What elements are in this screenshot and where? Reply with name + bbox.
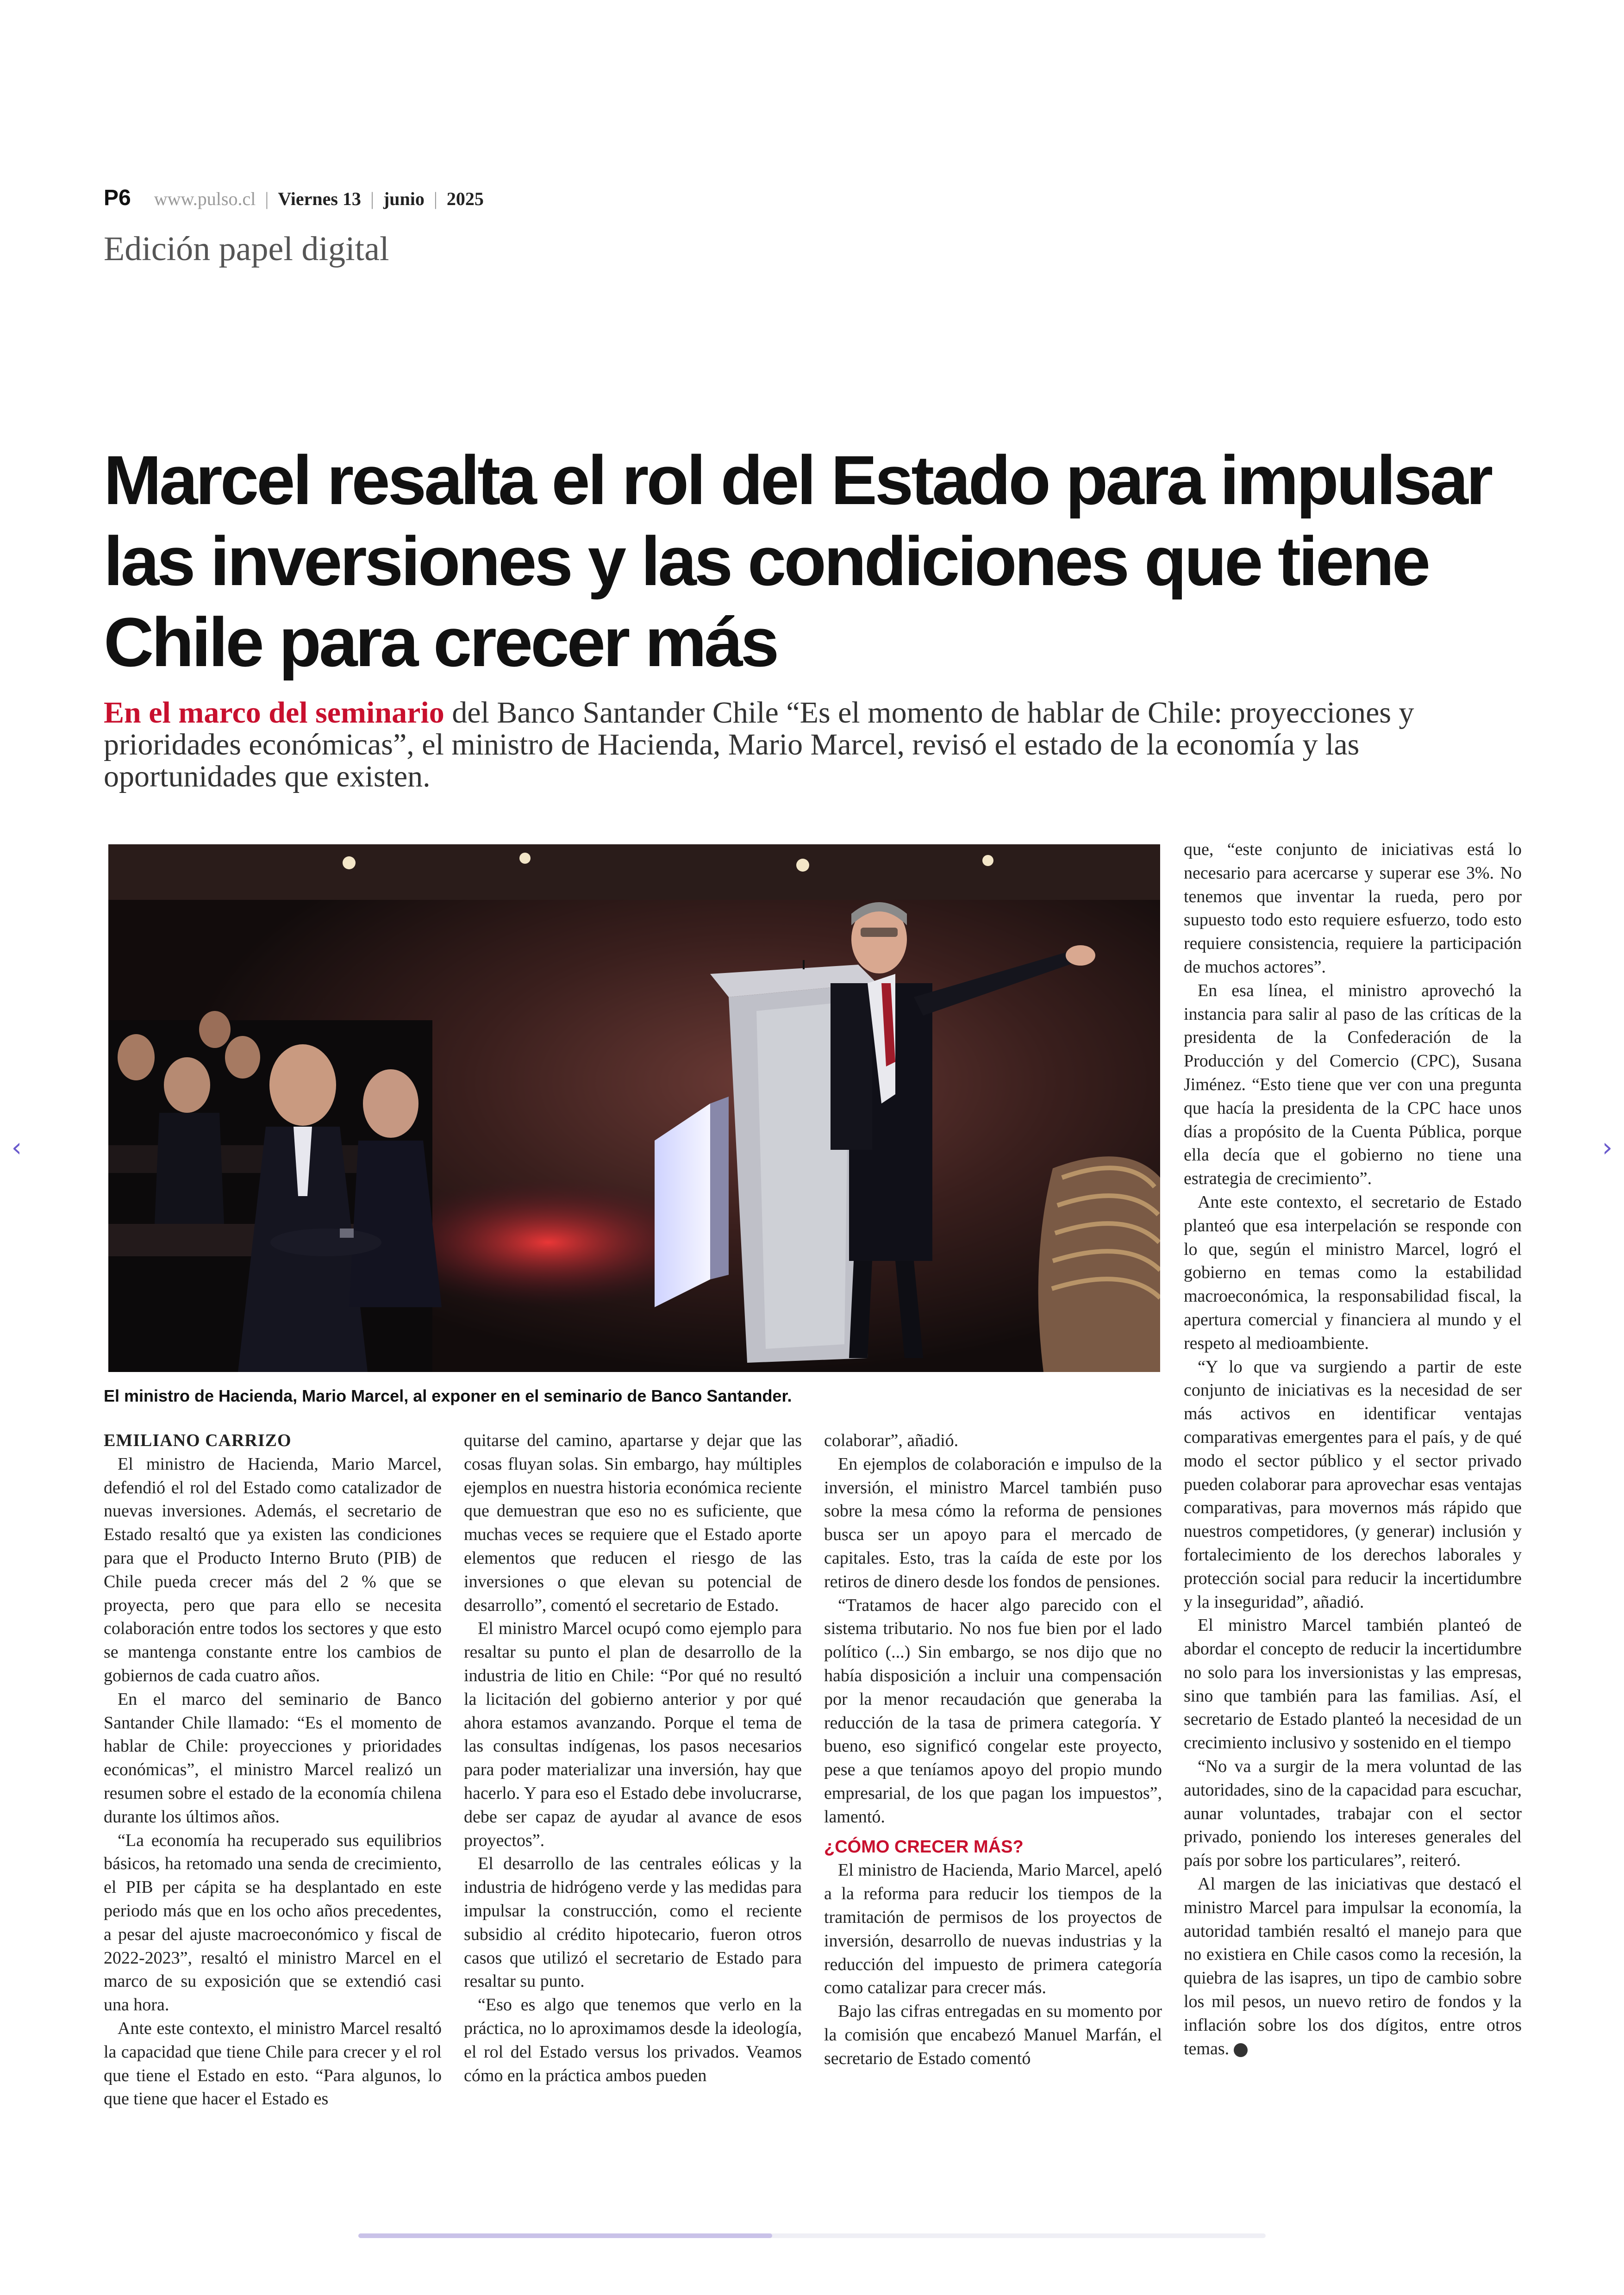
paragraph: El ministro de Hacienda, Mario Marcel, defendió el rol del Estado como catalizador de nuevas inversiones. Además, el secretario de Estado resaltó que ya existen las condiciones para que el Producto Interno Bruto (PIB) de Chile pueda crecer más del 2 % que se proyecta, pero que para ello se necesita colaboración entre todos los sectores y que esto se mantenga constante entre los cambios de gobiernos de cada cuatro años.: [104, 1454, 442, 1685]
paragraph: colaborar”, añadió.: [824, 1431, 959, 1450]
paragraph: que, “este conjunto de iniciativas está lo necesario para acercarse y superar ese 3%. No tenemos que inventar la rueda, pero por supuesto todo esto requiere esfuerzo, todo esto requiere consistencia, requiere la participación de muchos actores”.: [1184, 840, 1522, 977]
paragraph: “No va a surgir de la mera voluntad de las autoridades, sino de la capacidad para escuchar, aunar voluntades, trabajar con el sector privado, poniendo los intereses generales del país por sobre los particulares”, reiteró.: [1184, 1757, 1522, 1871]
paragraph-last: [1184, 1872, 1522, 2060]
headline: Marcel resalta el rol del Estado para impulsar las inversiones y las condiciones que tiene Chile para crecer más: [104, 441, 1491, 681]
paragraph: Bajo las cifras entregadas en su momento por la comisión que encabezó Manuel Marfán, el secretario de Estado comentó: [824, 2002, 1162, 2068]
paragraph: El ministro Marcel ocupó como ejemplo para resaltar su punto el plan de desarrollo de la industria de litio en Chile: “Por qué no resultó la licitación del gobierno anterior y por qué ahora estamos avanzando. Porque el tema de las consultas indígenas, los pasos necesarios para poder materializar una inversión, hay que hacerlo. Y para eso el Estado debe involucrarse, debe ser capaz de ayudar al avance de esos proyectos”.: [464, 1619, 802, 1850]
paragraph: “La economía ha recuperado sus equilibrios básicos, ha retomado una senda de crecimiento, el PIB per cápita se ha desplantado en este periodo más que en los ocho años precedentes, a pesar del ajuste macroeconómico y fiscal de 2022-2023”, resaltó el ministro Marcel en el marco de su exposición que se extendió casi una hora.: [104, 1830, 442, 2015]
deck: [104, 697, 1493, 792]
date-day: Viernes 13: [278, 188, 361, 209]
separator: |: [370, 188, 374, 209]
paragraph: En el marco del seminario de Banco Santander Chile llamado: “Es el momento de hablar de Chile: proyecciones y prioridades económicas”, el ministro Marcel realizó un resumen sobre el estado de la economía chilena durante los últimos años.: [104, 1689, 442, 1827]
edition-label: Edición papel digital: [104, 230, 389, 268]
paragraph: El ministro Marcel también planteó de abordar el concepto de reducir la incertidumbre no solo para los inversionistas y las empresas, sino que también para las familias. Así, el secretario de Estado planteó la necesidad de un crecimiento inclusivo y sostenido en el tiempo: [1184, 1615, 1522, 1753]
separator: |: [433, 188, 437, 209]
page-header: [104, 185, 484, 211]
article-column-4: [1184, 838, 1522, 2060]
paragraph: “Tratamos de hacer algo parecido con el sistema tributario. No nos fue bien por el lado político (...) Sin embargo, se nos dijo que no había disposición a incluir una compensación por la menor recaudación que generaba la reducción de la tasa de primera categoría. Y bueno, eso significó congelar este proyecto, pese a que teníamos apoyo del propio mundo empresarial, de los que pagan los impuestos”, lamentó.: [824, 1595, 1162, 1827]
end-mark-icon: [1234, 2043, 1248, 2057]
photo-illustration: [108, 844, 1160, 1372]
date-month: junio: [383, 188, 425, 209]
scrollbar-thumb[interactable]: [358, 2233, 772, 2238]
page-number: P6: [104, 186, 131, 210]
paragraph: El desarrollo de las centrales eólicas y la industria de hidrógeno verde y las medidas para impulsar la construcción, como el reciente subsidio al crédito hipotecario, fueron otros casos que utilizó el secretario de Estado para resaltar su punto.: [464, 1854, 802, 1991]
deck-text: del Banco Santander Chile “Es el momento de hablar de Chile: proyecciones y prioridades económicas”, el ministro de Hacienda, Mario Marcel, revisó el estado de la economía y las oportunidades que existen.: [104, 696, 1414, 793]
separator: |: [265, 188, 269, 209]
paragraph: Ante este contexto, el secretario de Estado planteó que esa interpelación se responde con lo que, según el ministro Marcel, logró el gobierno en temas como la estabilidad macroeconómica, la responsabilidad fiscal, la apertura comercial y financiera al mundo y el respeto al medioambiente.: [1184, 1192, 1522, 1353]
article-photo: [108, 844, 1160, 1372]
paragraph: Ante este contexto, el ministro Marcel resaltó la capacidad que tiene Chile para crecer y el rol que tiene el Estado en esto. “Para algunos, lo que tiene que hacer el Estado es: [104, 2018, 442, 2109]
article-column-3: [824, 1429, 1162, 2070]
photo-caption: El ministro de Hacienda, Mario Marcel, al exponer en el seminario de Banco Santander.: [104, 1386, 792, 1405]
article-column-1: [104, 1429, 442, 2111]
next-page-chevron-right-icon[interactable]: ›: [1602, 1133, 1613, 1163]
paragraph: quitarse del camino, apartarse y dejar que las cosas fluyan solas. Sin embargo, hay múltiples ejemplos en nuestra historia económica reciente que demuestran que eso no es suficiente, que muchas veces se requiere que el Estado aporte elementos que reducen el riesgo de las inversiones o que elevan su potencial de desarrollo”, comentó el secretario de Estado.: [464, 1431, 802, 1615]
paragraph: “Eso es algo que tenemos que verlo en la práctica, no lo aproximamos desde la ideología, el rol del Estado versus los privados. Veamos cómo en la práctica ambos pueden: [464, 1995, 802, 2085]
paragraph: El ministro de Hacienda, Mario Marcel, apeló a la reforma para reducir los tiempos de la tramitación de permisos de los proyectos de inversión, desarrollo de nuevas industrias y la reducción del impuesto de primera categoría como catalizar para crecer más.: [824, 1860, 1162, 1998]
date-year: 2025: [446, 188, 484, 209]
previous-page-chevron-left-icon[interactable]: ‹: [11, 1133, 22, 1163]
article-column-2: [464, 1429, 802, 2087]
paragraph-text: Al margen de las iniciativas que destacó el ministro Marcel para impulsar la economía, la autoridad también resaltó el manejo para que no existiera en Chile casos como la recesión, la quiebra de las isapres, un tipo de cambio sobre los mil pesos, un nuevo retiro de fondos y la inflación sobre los dos dígitos, entre otros temas.: [1184, 1874, 1522, 2058]
paragraph: “Y lo que va surgiendo a partir de este conjunto de iniciativas es la necesidad de ser más activos en identificar ventajas comparativas emergentes para el país, y de qué modo el sector público y el sector privado pueden colaborar para aprovechar esas ventajas comparativas, para movernos más rápido que nuestros competidores, (y generar) inclusión y fortalecimiento de los derechos laborales y protección social para reducir la incertidumbre y la inseguridad”, añadió.: [1184, 1357, 1522, 1612]
site-url: www.pulso.cl: [154, 188, 256, 209]
horizontal-scrollbar[interactable]: [358, 2233, 1266, 2238]
paragraph: En ejemplos de colaboración e impulso de la inversión, el ministro Marcel también puso sobre la mesa cómo la reforma de pensiones busca ser un apoyo para el mercado de capitales. Esto, tras la caída de este por los retiros de dinero desde los fondos de pensiones.: [824, 1454, 1162, 1591]
paragraph: En esa línea, el ministro aprovechó la instancia para salir al paso de las críticas de la presidenta de la Confederación de la Producción y del Comercio (CPC), Susana Jiménez. “Esto tiene que ver con una pregunta que hacía la presidenta de la CPC hace unos días a propósito de la Cuenta Pública, porque ella decía que el gobierno no tiene una estrategia de crecimiento”.: [1184, 980, 1522, 1189]
section-subhead: ¿CÓMO CRECER MÁS?: [824, 1837, 1024, 1857]
byline: EMILIANO CARRIZO: [104, 1431, 292, 1450]
deck-lead: En el marco del seminario: [104, 696, 444, 730]
